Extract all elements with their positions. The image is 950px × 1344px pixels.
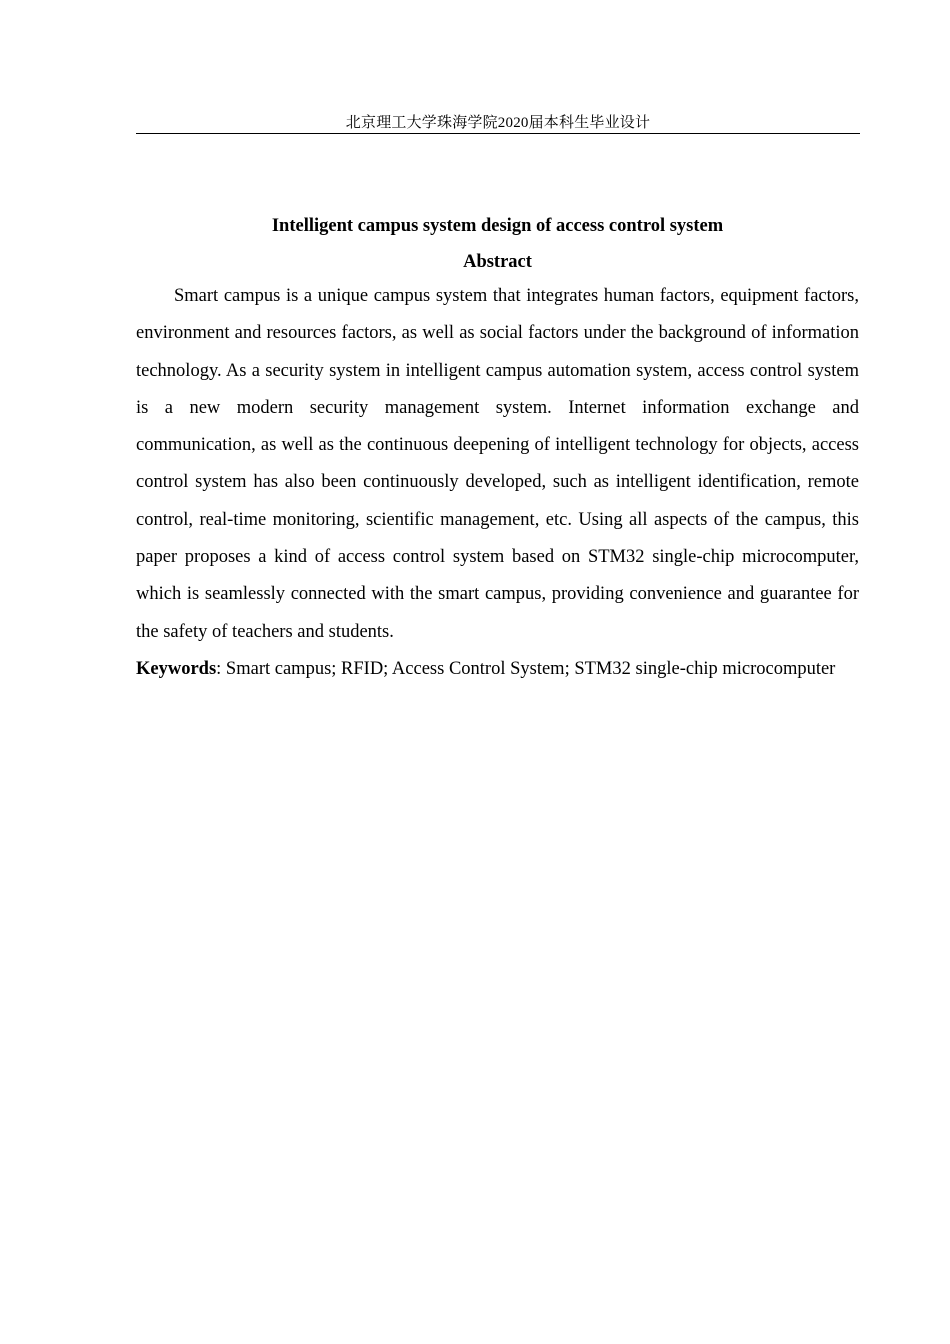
keywords-list: : Smart campus; RFID; Access Control System; STM32 single-chip microcomputer [216,658,836,679]
keywords-line [136,651,859,688]
keywords-label: Keywords [136,658,217,679]
running-header: 北京理工大学珠海学院2020届本科生毕业设计 [136,114,860,134]
abstract-heading: Abstract [463,252,532,272]
paper-title: Intelligent campus system design of access control system [271,216,724,236]
document-content [136,211,859,688]
abstract-body: Smart campus is a unique campus system that integrates human factors, equipment factors, environment and resources factors, as well as social factors under the background of information technology. As a security system in intelligent campus automation system, access control system is a new modern security management system. Internet information exchange and communication, as well as the continuous deepening of intelligent technology for objects, access control system has also been continuously developed, such as intelligent identification, remote control, real-time monitoring, scientific management, etc. Using all aspects of the campus, this paper proposes a kind of access control system based on STM32 single-chip microcomputer, which is seamlessly connected with the smart campus, providing convenience and guarantee for the safety of teachers and students. [136,286,859,642]
